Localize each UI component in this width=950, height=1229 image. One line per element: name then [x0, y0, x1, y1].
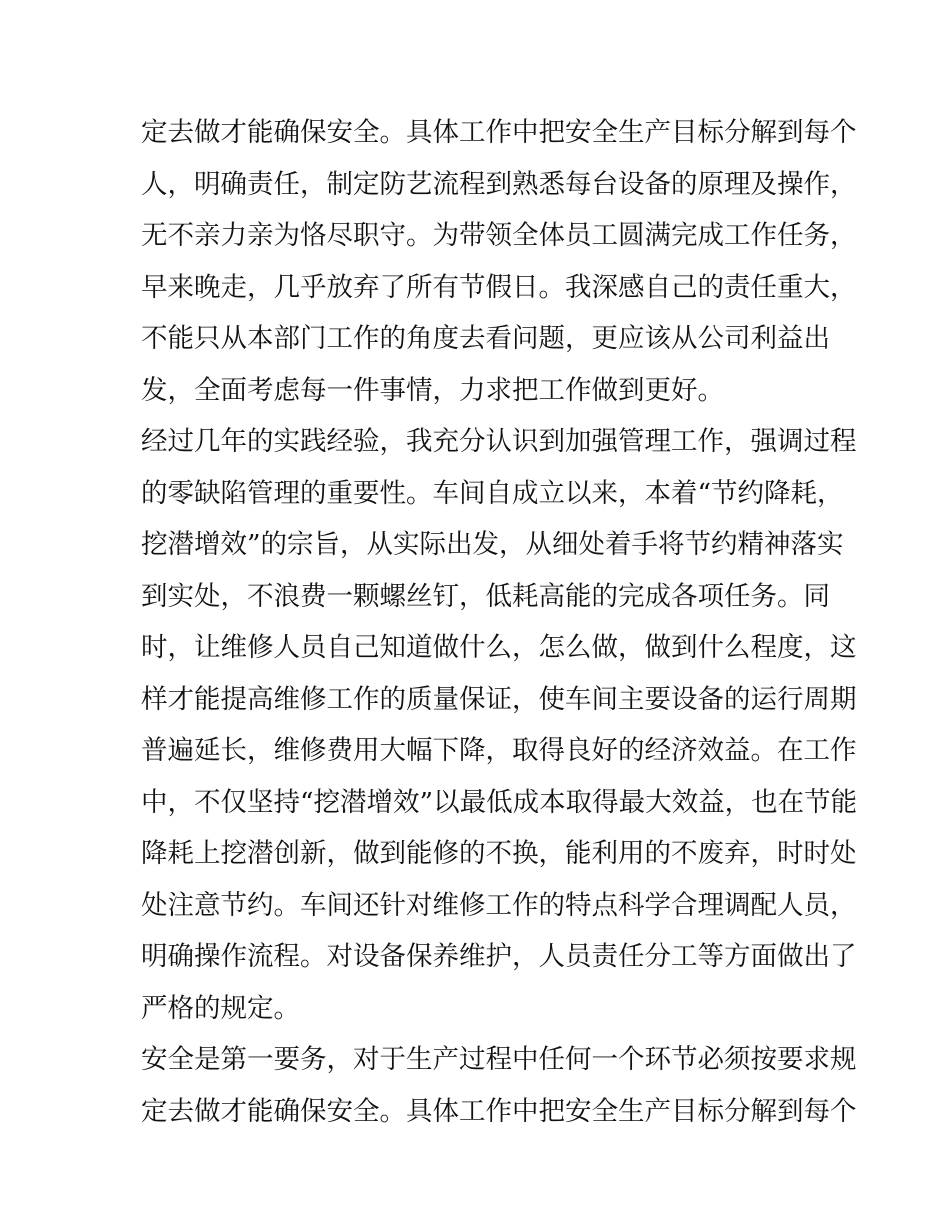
text-line: 降耗上挖潜创新，做到能修的不换，能利用的不废弃，时时处	[141, 838, 857, 869]
text-line: 样才能提高维修工作的质量保证，使车间主要设备的运行周期	[141, 683, 857, 715]
text-line: 时，让维修人员自己知道做什么，怎么做，做到什么程度，这	[141, 632, 857, 663]
text-line: 不能只从本部门工作的角度去看问题，更应该从公司利益出	[141, 323, 830, 354]
text-line: 挖潜增效”的宗旨，从实际出发，从细处着手将节约精神落实	[141, 529, 844, 560]
text-line: 人，明确责任，制定防艺流程到熟悉每台设备的原理及操作，	[141, 168, 857, 200]
text-line: 定去做才能确保安全。具体工作中把安全生产目标分解到每个	[141, 117, 857, 148]
text-line: 中，不仅坚持“挖潜增效”以最低成本取得最大效益，也在节能	[141, 786, 858, 818]
text-line: 经过几年的实践经验，我充分认识到加强管理工作，强调过程	[141, 426, 857, 457]
text-line: 无不亲力亲为恪尽职守。为带领全体员工圆满完成工作任务，	[141, 220, 857, 251]
text-line: 明确操作流程。对设备保养维护，人员责任分工等方面做出了	[141, 941, 857, 972]
text-line: 发，全面考虑每一件事情，力求把工作做到更好。	[141, 374, 724, 406]
text-line: 严格的规定。	[141, 992, 300, 1024]
text-line: 到实处，不浪费一颗螺丝钉，低耗高能的完成各项任务。同	[141, 580, 830, 612]
text-line: 安全是第一要务，对于生产过程中任何一个环节必须按要求规	[141, 1044, 857, 1075]
text-line: 早来晚走，几乎放弃了所有节假日。我深感自己的责任重大，	[141, 271, 857, 303]
text-line: 处注意节约。车间还针对维修工作的特点科学合理调配人员，	[141, 889, 857, 921]
text-line: 定去做才能确保安全。具体工作中把安全生产目标分解到每个	[141, 1095, 857, 1127]
text-line: 普遍延长，维修费用大幅下降，取得良好的经济效益。在工作	[141, 735, 857, 766]
text-line: 的零缺陷管理的重要性。车间自成立以来，本着“节约降耗，	[141, 477, 844, 509]
body-text	[141, 107, 858, 1137]
